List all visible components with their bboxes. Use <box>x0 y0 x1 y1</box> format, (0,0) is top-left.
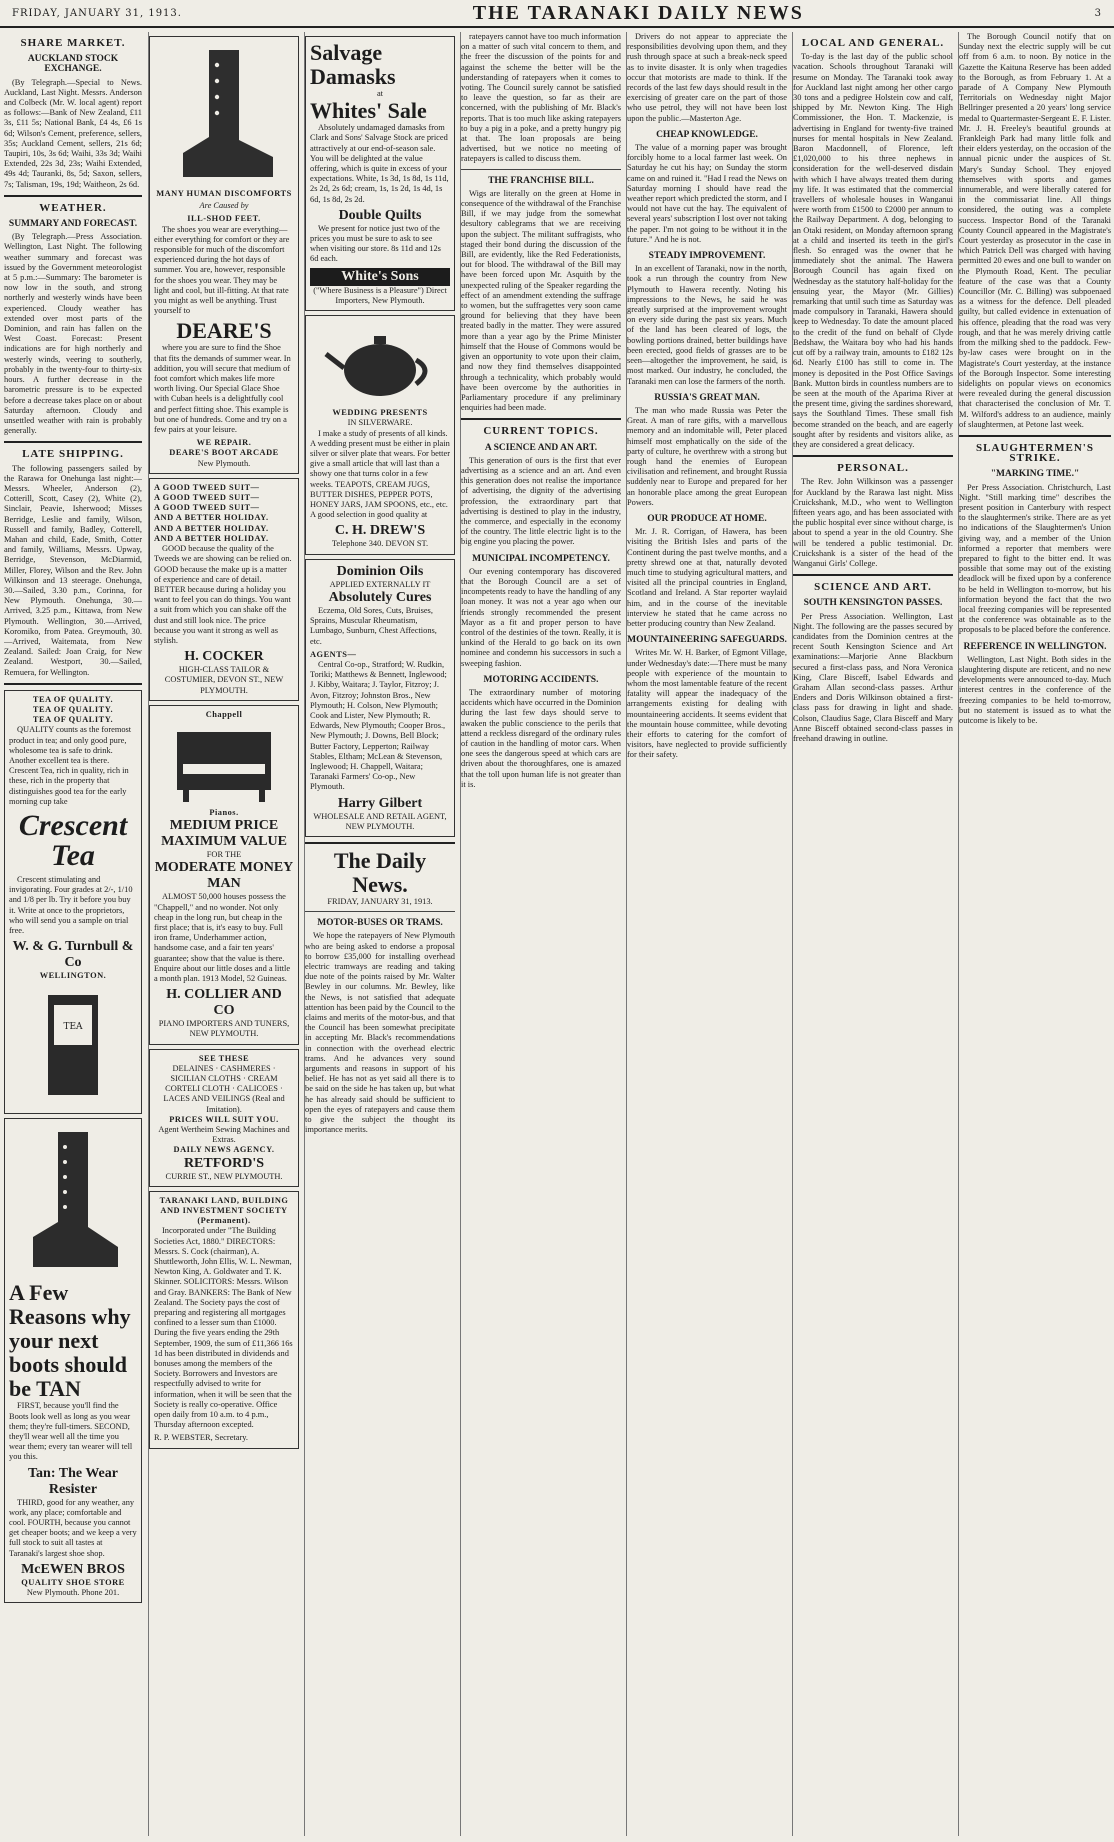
editorial-masthead: The Daily News. <box>333 847 427 897</box>
masthead-date: FRIDAY, JANUARY 31, 1913. <box>12 7 182 19</box>
wellington-reference-heading: REFERENCE IN WELLINGTON. <box>963 641 1107 652</box>
crescent-tea-ad <box>4 690 142 1115</box>
column-3 <box>304 32 455 1836</box>
tea-quality-line: TEA OF QUALITY. <box>32 694 114 704</box>
divider <box>4 683 142 685</box>
stock-exchange-heading: AUCKLAND STOCK EXCHANGE. <box>27 54 119 75</box>
share-market-heading: SHARE MARKET. <box>20 37 126 49</box>
municipal-text: Our evening contemporary has discovered that the Borough Council are a set of incompetents ready to have the handling of any loan money. It was not a year ago when our friends strongly recommended the present Mayor as a fit and proper person to have control of the destinies of the town. Really, it is unkind of the Herald to go back on its own nominee and condemn his successors in such a sweeping fashion. <box>461 566 621 668</box>
current-topics-heading: CURRENT TOPICS. <box>483 425 599 438</box>
at-word: at <box>376 89 384 98</box>
column-5 <box>626 32 787 1836</box>
whites-sale-ad <box>305 36 455 311</box>
prices-line: PRICES WILL SUIT YOU. <box>169 1114 279 1124</box>
forecast-heading: SUMMARY AND FORECAST. <box>8 219 138 230</box>
mcewen-store: QUALITY SHOE STORE <box>21 1577 125 1587</box>
drew-silverware-ad <box>305 315 455 554</box>
boot-icon <box>23 1127 123 1277</box>
damask-text: Absolutely undamaged damasks from Clark and Sons' Salvage Stock are priced attractively at our end-of-season sale. You will be delighted at the value offering, which is quite in excess of your expectations. White, 1s 3d, 1s 8d, 1s 11d, 2s 2d, 2s 6d; cream, 1s, 1s 2d, 1s 4d, 1s 6d, 1s 8d, 2s 2d. <box>310 123 449 204</box>
caused-by: Are Caused by <box>199 201 249 211</box>
cocker-address: HIGH-CLASS TAILOR & COSTUMIER, DEVON ST., NEW PLYMOUTH. <box>164 665 284 695</box>
strike-heading: SLAUGHTERMEN'S STRIKE. <box>976 441 1094 465</box>
for-the: FOR THE <box>206 850 242 860</box>
tweed-line: A GOOD TWEED SUIT— <box>154 482 260 492</box>
retfords-ad <box>149 1049 299 1187</box>
medium-price: MEDIUM PRICE MAXIMUM VALUE <box>161 818 287 850</box>
drew-phone: Telephone 340. DEVON ST. <box>331 539 429 549</box>
tea-text: QUALITY counts as the foremost product in tea; and only good pure, wholesome tea is safe to drink. Another excellent tea is there. Crescent Tea, rich in quality, rich in these, rich in the property that distinguishes good tea for the early morning cup take <box>9 725 132 806</box>
tan-text: FIRST, because you'll find the Boots look well as long as you wear them; they're full-timers. SECOND, they'll wear well all the time you wear them; every tan wearer will tell you this. <box>9 1401 133 1462</box>
ratepayers-text: ratepayers cannot have too much information on a matter of such vital concern to them, and the freer the discussion of the points for and against the scheme the better will be the understanding of ratepayers when it comes to voting. The Council surely cannot be satisfied to leave the question, so far as their are concerned, with the publishing of Mr. Black's reports. That is too much like asking ratepayers to buy a pig in a poke, and a pretty hungry pig at that. The loan proposals are being advertised, but we notice no meeting of ratepayers is called to discuss them. <box>461 32 621 164</box>
dominion-oils-ad <box>305 559 455 837</box>
retford-address: CURRIE ST., NEW PLYMOUTH. <box>165 1171 283 1181</box>
whites-sons-logo: White's Sons <box>310 268 450 286</box>
shoes-text-2: where you are sure to find the Shoe that fits the demands of summer wear. In addition, you will secure that medium of foot comfort which makes life more worth living. Our Special Glace Shoe with Cuban heels is a delightfully cool and perfect fitting shoe. This example is but one of hundreds. Come and try on a few pairs at your leisure. <box>154 343 291 435</box>
divider <box>959 435 1111 437</box>
marking-time-heading: "MARKING TIME." <box>990 469 1080 480</box>
mountaineering-heading: MOUNTAINEERING SAFEGUARDS. <box>627 635 787 646</box>
share-market-text: (By Telegraph.—Special to News. Auckland, Last Night. Messrs. Anderson and Colbeck (Mr. W. local agent) report as follows:—Bank of New Zealand, £11 3s, £11 5s; National Bank, £4 4s, £6 1s 6d; Wilson's Cement, preference, sellers, 35s; Auckland Cement, sellers, 21s 6d; Taupiri, 10s, 3s 6d; Waihi, 33s 3d; Waihi Extended, 22s 3d, 23s; Waihi Extended, 49s 4d; Tauranki, 8s, 5d; Saxon, sellers, 7s; Talisman, 19s, 19d; Waitheon, 2s 6d. <box>4 77 142 189</box>
mcewen-address: New Plymouth. Phone 201. <box>26 1588 120 1598</box>
late-shipping-heading: LATE SHIPPING. <box>22 448 124 461</box>
kensington-heading: SOUTH KENSINGTON PASSES. <box>803 598 943 609</box>
drew-name: C. H. DREW'S <box>334 523 426 539</box>
see-these: SEE THESE <box>198 1053 250 1063</box>
collier-name: H. COLLIER AND CO <box>166 987 282 1019</box>
tea-quality-line: TEA OF QUALITY. <box>32 715 114 725</box>
motoring-heading: MOTORING ACCIDENTS. <box>483 674 599 685</box>
municipal-heading: MUNICIPAL INCOMPETENCY. <box>472 553 610 564</box>
shoes-text: The shoes you wear are everything—either everything for comfort or they are responsible for much of the discomfort experienced during the hot days of summer. You are, however, responsible for the shoes you wear. They may be light and cool, but ill-fitting. At that rate you might as well be anything. Trust yourself to <box>154 224 290 316</box>
divider <box>305 911 455 912</box>
improvement-text: In an excellent of Taranaki, now in the north, took a run through the country from New Plymouth to Hawera recently. Noting his impressions to the News, he said he was greatly surprised at the improvement wrought on every side during the past six years. Much of the land has been cleared of logs, the bowling portions drained, better buildings have been erected, good fields of grasses are to be seen—altogether the improvement, he said, is most marked. Our industry, he concluded, the Taranaki men can lose the farmers of the north. <box>627 264 787 386</box>
cocker-ad <box>149 478 299 701</box>
deares-ad <box>149 36 299 474</box>
franchise-text: Wigs are literally on the green at Home in consequence of the withdrawal of the Franchise Bill, if we may judge from the somewhat desultory cablegrams that we are receiving upon the subject. The militant suffragists, who staged their bond during the discussion of the Bill, are evidently, like the Red Federationists, out for blood. The withdrawal of the Bill may have been forced upon Mr. Asquith by the unexpected ruling of the Speaker regarding the effect of an amendment extending the suffrage to women, but the suffragettes very soon came ground for believing that they have been treated badly in the matter. They were assured more than a year ago by the Prime Minister himself that the House of Commons would be given an opportunity to vote upon their claim, and now they find themselves disappointed through a technicality, which probably would have been overcome by the authorities in Parliamentary procedure if any preliminary enquiries had been made. <box>461 188 621 413</box>
pianos-label: Pianos. <box>209 807 239 817</box>
chappell-piano-ad <box>149 705 299 1045</box>
divider <box>4 441 142 443</box>
mcewen-name: McEWEN BROS <box>21 1561 125 1577</box>
fabric-list: DELAINES · CASHMERES · SICILIAN CLOTHS · CREAM CORTELI CLOTH · CALICOES · LACES AND VEILINGS (Real and Imitation). <box>163 1063 285 1114</box>
masthead-title: THE TARANAKI DAILY NEWS <box>472 1 804 24</box>
salvage-damasks: Salvage Damasks <box>310 40 396 89</box>
improvement-heading: STEADY IMPROVEMENT. <box>648 251 766 262</box>
society-secretary: R. P. WEBSTER, Secretary. <box>154 1433 248 1443</box>
mountaineering-text: Writes Mr. W. H. Barker, of Egmont Village, under Wednesday's date:—There must be many people with experience of the mountain to whom the most lamentable feature of the recent fatality will appear the inadequacy of the arrangements existing for dealing with mountaineering accidents. It seems evident that the mountain house committee, while devoting their efforts to catering for the comfort of visitors, have neglected to provide sufficiently for their safety. <box>627 648 787 760</box>
local-general-text: To-day is the last day of the public school vacation. Schools throughout Taranaki will resume on Monday. The Taranaki took away for Auckland last night among her other cargo 30 tons and a pedigree Holstein cow and calf, shipped by Mr. Newton King. The High Commissioner, the Hon. T. Mackenzie, is advertising in England for twenty-five trained nurses for mental hospitals in New Zealand. Baron Macdonnell, of Florence, left £1,020,000 to his three nephews in consideration for the well-deserved disdain with which I have always treated them during my life. It was estimated that the commercial travellers of wholesale houses in Wanganui were worth from £1500 to £2000 per annum to the Railway Department. A dog, belonging to an Otaki resident, on Monday afternoon sprang at a child and inserted its teeth in the girl's flesh. So enraged was the owner that he immediately shot the animal. The Hawera Borough Council has again fixed on Wednesday as the statutory half-holiday for the ensuing year, the Mayor (Mr. Gillies) remarking that until such time as Saturday was made compulsory in Taranaki, Hawera should keep to Wednesday. To date the amount placed to the credit of the fund on behalf of Clyde Bedshaw, the Waitara boy who had his hands cut off by a railway train, amounts to £182 12s 6d. Nearly £100 has still to come in. The money is deposited in the Post Office Savings Bank. Mutton birds in countless numbers are to be seen at the mouth of the Aparima River at the present time, giving the sardines shoreward, says the Southland Times. These small fish become stranded on the beach, and are eagerly sought after by residents and visitors alike, as they are considered a great delicacy. <box>793 52 953 449</box>
teapot-icon <box>320 324 440 404</box>
agents-heading: AGENTS— <box>310 649 357 659</box>
tan-headline: A Few Reasons why your next boots should be TAN <box>9 1280 131 1402</box>
whites-sons-tagline: ("Where Business is a Pleasure") Direct Importers, New Plymouth. <box>313 285 447 306</box>
franchise-heading: THE FRANCHISE BILL. <box>488 175 594 186</box>
turnbull-name: W. & G. Turnbull & Co <box>12 939 134 971</box>
tea-text-2: Crescent stimulating and invigorating. Four grades at 2/-, 1/10 and 1/8 per lb. Try it before you buy it. Write at once to the proprietors, who will send you a sample on trial free. <box>9 875 133 936</box>
drivers-text: Drivers do not appear to appreciate the responsibilities devolving upon them, and they rush through space at such a break-neck speed as to invite disaster. It is only when tragedies occur that motorists are made to think. If the records of the last few days should result in the exercising of greater care on the part of those who use petrol, they will not have been lost upon the public.—Masterton Age. <box>627 32 787 123</box>
agent-line: Agent Wertheim Sewing Machines and Extras. <box>158 1125 290 1145</box>
repair-line: WE REPAIR. <box>196 438 252 448</box>
motor-buses-text: We hope the ratepayers of New Plymouth who are being asked to endorse a proposal to borrow £35,000 for installing overhead electric tramways are reading and taking due note of the points raised by Mr. Walter Bewley in our columns. Mr. Bewley, like the News, is not satisfied that adequate attention has been paid by the Council to the claims and merits of the motor-bus, and that the Council has been somewhat precipitate in accepting Mr. Black's recommendations in connection with the overhead electric trams. And he advances very sound arguments and reasons in support of his belief. He has not as yet said all there is to be said on the side he has taken up, but what he has already said should be sufficient to open the eyes of ratepayers and cause them to give the subject the thought its importance merits. <box>305 931 455 1135</box>
holiday-line: AND A BETTER HOLIDAY. <box>154 513 269 523</box>
applied-line: APPLIED EXTERNALLY IT <box>329 579 431 589</box>
gilbert-line: WHOLESALE AND RETAIL AGENT, NEW PLYMOUTH. <box>313 811 447 831</box>
tan-text-2: THIRD, good for any weather, any work, any place; comfortable and cool. FOURTH, because you cannot get cheaper boots; and we keep a very full stock to suit all tastes at Taranaki's largest shoe shop. <box>9 1497 137 1558</box>
piano-icon <box>169 724 279 804</box>
divider <box>461 169 621 170</box>
moderate-money: MODERATE MONEY MAN <box>154 860 294 892</box>
ill-shod-heading: ILL-SHOD FEET. <box>187 214 261 224</box>
tweed-text: GOOD because the quality of the Tweeds we are showing can be relied on. GOOD because the make up is a matter of experience and care of detail. BETTER because during a holiday you want to feel you can do things. You want a suit from which you can shake off the dust and still look nice. The price because you want it strong as well as stylish. <box>154 544 292 645</box>
turnbull-city: WELLINGTON. <box>39 971 107 981</box>
holiday-line: AND A BETTER HOLIDAY. <box>154 533 269 543</box>
silverware-line: IN SILVERWARE. <box>347 418 413 428</box>
tweed-line: A GOOD TWEED SUIT— <box>154 493 260 503</box>
tan-boots-ad <box>4 1118 142 1603</box>
motoring-text: The extraordinary number of motoring accidents which have occurred in the Dominion during the last few days should serve to awaken the public conscience to the perils that attend a reckless disregard of the ordinary rules of caution in the handling of motor cars. When one sees the dangerous speed at which cars are driven about the thoroughfares, one is amazed that the toll upon human life is not greater than it is. <box>461 687 621 789</box>
wellington-text: Wellington, Last Night. Both sides in the slaughtering dispute are reticent, and no new developments were announced to-day. Much interest centres in the conference of the freezing companies to be held to-morrow, but no statement is issued as to what the outcome is likely to be. <box>959 654 1111 725</box>
column-4 <box>460 32 621 1836</box>
masthead <box>0 0 1114 28</box>
cures-text: Eczema, Old Sores, Cuts, Bruises, Sprains, Muscular Rheumatism, Lumbago, Sunburn, Chest Affections, etc. <box>310 605 437 646</box>
crescent-tea-logo: Crescent Tea <box>18 809 128 873</box>
divider <box>4 195 142 197</box>
tea-package-icon <box>28 985 118 1105</box>
page-number: 3 <box>1094 7 1102 19</box>
cheap-knowledge-heading: CHEAP KNOWLEDGE. <box>656 129 758 140</box>
harry-gilbert: Harry Gilbert <box>337 795 423 811</box>
russia-heading: RUSSIA'S GREAT MAN. <box>654 392 760 403</box>
silverware-text: I make a study of presents of all kinds. A wedding present must be either in plain silver or silver plate that wears. For better give a small article that will last than a showy one that turns color in a few weeks. TEAPOTS, CREAM JUGS, BUTTER DISHES, PEPPER POTS, HONEY JARS, JAM SPOONS, etc., etc. A good selection in good quality at <box>310 428 451 520</box>
column-6 <box>792 32 953 1836</box>
collier-address: PIANO IMPORTERS AND TUNERS, NEW PLYMOUTH. <box>158 1019 290 1039</box>
cures-line: Absolutely Cures <box>328 589 432 605</box>
editorial-date: FRIDAY, JANUARY 31, 1913. <box>327 896 433 906</box>
society-text: Incorporated under "The Building Societies Act, 1880." DIRECTORS: Messrs. S. Cock (chairman), A. Shuttleworth, John Ellis, W. L. Newman, Newton King, A. Goldwater and T. K. Skinner. SOLICITORS: Messrs. Wilson and Gray. BANKERS: The Bank of New Zealand. The Society pays the cost of preparing and registering all mortgages confined to a lesser sum than £1000. During the five years ending the 29th September, 1909, the sum of £11,366 16s 1d has been distributed in dividends and bonuses among the members of the Society. Borrowers and Investors are respectfully advised to write for information, when it will be seen that the Society is really co-operative. Office open daily from 10 a.m. to 4 p.m., Thursday afternoon excepted. <box>154 1226 293 1430</box>
retford-name: RETFORD'S <box>183 1155 265 1171</box>
russia-text: The man who made Russia was Peter the Great. A man of rare gifts, with a marvellous memory and an indomitable will, Peter placed himself most emphatically on the side of the party of culture, he overthrew with a strong but rough hand the enemies of European civilisation and refinement, and brought Russia suddenly near to Europe and prepared for her an honorable place among the great European Powers. <box>627 405 787 507</box>
double-quilts: Double Quilts <box>338 207 422 223</box>
whites-sale: Whites' Sale <box>310 98 427 124</box>
advertising-text: This generation of ours is the first that ever advertising as a science and an art. And even this generation does not realise the importance of advertising, the dignity of the advertising profession, the extraordinary part that advertising is destined to play in the industry, the commerce, and especially in the economy of the country. The little electric light is to the big engine you placing the power. <box>461 455 621 547</box>
dominion-oils: Dominion Oils <box>336 563 424 579</box>
produce-text: Mr. J. R. Corrigan, of Hawera, has been visiting the British Isles and parts of the Continent during the past twelve months, and a pretty shrewd one at that, naturally devoted much time to studying agricultural matters, and visited all the principal countries in England, Scotland and Ireland. A Star reporter waylaid him, and in the course of the inevitable interview he stated that he came across no better producing country than New Zealand. <box>627 527 787 628</box>
wedding-presents: WEDDING PRESENTS <box>332 408 428 418</box>
holiday-line: AND A BETTER HOLIDAY. <box>154 523 269 533</box>
arcade-name: DEARE'S BOOT ARCADE <box>169 448 279 458</box>
shipping-text: The following passengers sailed by the Rarawa for Onehunga last night:—Messrs. Wheeler, Anderson (2), Cotterill, Scott, Casey (2), White (2), Sinclair, Peavie, Isherwood; Misses Berridge, Leslie and family, Wilson, Russell and family, Badley, Cotterell, Mahan and child, Eade, Smith, Cotter and family, Williams, Messrs. Upway, Berridge, Stevenson, McDiarmid, Miller, Florey, Wilson and the Rev. John Wilkinson and 13 steerage. Onehunga, 30.—Sailed, 3.30 p.m., Corinna, for New Plymouth. Onehunga, 30.—Arrived, 3.25 p.m., Kittawa, from New Plymouth. Wellington, 30.—Arrived, Koromiko, from Patea. Greymouth, 30.—Arrived, Waitemata, from New Zealand. Sailed: Joan Craig, for New Zealand. Westport, 30.—Sailed, Remuera, for Wellington. <box>4 463 142 677</box>
borough-text: The Borough Council notify that on Sunday next the electric supply will be cut off from 6 a.m. to noon. By notice in the Gazette the Kaituna Reserve has been added to the Borough, as from February 1. At a parade of A Company New Plymouth Territorials on Wednesday night Major Bellringer presented a 20 years' long service medal to Quartermaster-Sergeant E. F. Lister. Mr. J. H. Freeley's beautiful grounds at Frankleigh Park had many little folk and their elders yesterday, on the occasion of the annual picnic under the auspices of St. Mary's Sunday School. They enjoyed themselves with sports and games innumerable, and were liberally catered for in the commissariat line. All things considered, the outing was a complete success. Inspector Bond of the Taranaki County Council appeared in the Magistrate's Court yesterday as prosecutor in the case in which Patrick Dell was charged with having permitted 20 ewes and one bull to wander on the Plymouth Road, Kent. The peculiar feature of the case was that a County Councillor (Mr. C. Billing) was subpoenaed as a witness for the defence. Dell pleaded guilty, but called evidence in extenuation of his offence, pleading that the road was very rough, and that he was merely driving cattle from the milking shed to the paddock. Few-by-law cases were brought on in the Magistrate's Court yesterday, at the instance of the Borough Inspector. Some interesting sidelights on popular views on economics were revealed during the general discussion that characterised the conclusion of Mr. T. M. Wilford's address to an audience, mainly of slaughtermen, at Petone last week. <box>959 32 1111 429</box>
motor-buses-heading: MOTOR-BUSES OR TRAMS. <box>317 918 443 929</box>
cheap-knowledge-text: The value of a morning paper was brought forcibly home to a local farmer last week. On Saturday he cut his hay; on Sunday the storm came on and ruined it. "Had I read the News on Saturday morning I should have read the weather report which predicted the storm, and I would not have cut the hay. The equivalent of several years' subscription I lost over not taking the paper. I'm not going to be without it in the future." And he is not. <box>627 143 787 244</box>
shoe-icon <box>169 45 279 185</box>
personal-text: The Rev. John Wilkinson was a passenger for Auckland by the Rarawa last night. Miss Cruickshank, M.D., who went to Wellington fifteen years ago, and has been associated with the public hospital ever since without charge, is about to spend a year in the old Country. She will be tendered a public testimonial. Dr. Cruickshank is a sister of the head of the Wanganui Girls' College. <box>793 477 953 568</box>
quilt-text: We present for notice just two of the prices you must be sure to ask to see when visiting our store. 8s 11d and 12s 6d each. <box>310 223 441 264</box>
column-2 <box>148 32 299 1836</box>
strike-text: Per Press Association. Christchurch, Last Night. "Still marking time" describes the present position in Canterbury with respect to the slaughtermen's strike. There are as yet no indications of the Slaughtermen's Union giving way, and a member of the Union informed a reporter that members were prepared to fight to the bitter end. It was possible that some may out of the existing deadlock will be fixed upon by a conference to be held in Wellington to-morrow, but his information beyond the fact that the two local freezing companies will be represented at the conference was obtainable as to the proposals to be placed before the conference. <box>959 482 1111 635</box>
divider <box>305 842 455 844</box>
science-art-heading: SCIENCE AND ART. <box>814 581 932 594</box>
building-society-ad <box>149 1191 299 1449</box>
agents-text: Central Co-op., Stratford; W. Rudkin, Toriki; Matthews & Bennett, Inglewood; J. Kibby, Waitara; J. Taylor, Fitzroy; J. Avon, Fitzroy; Johnston Bros., New Plymouth; H. Colson, New Plymouth; Cook and Lister, New Plymouth; R. Edwards, New Plymouth; Cooper Bros., New Plymouth; J. Downs, Bell Block; Butter Factory, Lepperton; Railway Stables, Eltham; McLean & Stevenson, Inglewood; H. Chappell, Waitara; Taranaki Farmers' Co-op., New Plymouth. <box>310 659 447 792</box>
column-7 <box>958 32 1111 1836</box>
arcade-town: New Plymouth. <box>197 458 251 468</box>
tweed-line: A GOOD TWEED SUIT— <box>154 503 260 513</box>
divider <box>793 455 953 457</box>
society-name: TARANAKI LAND, BUILDING AND INVESTMENT SOCIETY (Permanent). <box>159 1195 289 1226</box>
weather-heading: WEATHER. <box>39 201 107 214</box>
chappell-brand: Chappell <box>205 709 243 719</box>
piano-text: ALMOST 50,000 houses possess the "Chappell," and no wonder. Not only cheap in the long run, but cheap in the first place; that is, it's easy to buy. Full iron frame, Underhammer action, handsome case, and a fair ten years' guarantee; show that the value is there. Enquire about our little doses and a little a month plan. 1913 Model, 52 Guineas. <box>154 892 291 983</box>
personal-heading: PERSONAL. <box>837 462 909 475</box>
daily-agency: DAILY NEWS AGENCY. <box>173 1145 275 1155</box>
svg-text:TEA: TEA <box>63 1022 83 1033</box>
divider <box>461 418 621 420</box>
tan-slogan: Tan: The Wear Resister <box>28 1465 118 1497</box>
discomforts-heading: MANY HUMAN DISCOMFORTS <box>156 189 292 198</box>
produce-heading: OUR PRODUCE AT HOME. <box>647 513 767 524</box>
tea-quality-line: TEA OF QUALITY. <box>32 704 114 714</box>
local-general-heading: LOCAL AND GENERAL. <box>801 37 945 49</box>
weather-text: (By Telegraph.—Press Association. Wellington, Last Night. The following weather summary and forecast was issued by the Government meteorologist at 5 p.m.:—Summary: The barometer is now low in the south, and strong northerly and westerly winds have been experienced. Cloudy weather has extended over most parts of the Dominion, and rain has fallen on the West Coast. Forecast: Present indications are for high northerly and westerly winds, veering to southerly, probably in the twenty-four to thirty-six hours. A further decrease in the barometric pressure is to be expected before a decrease takes place on or about Saturday afternoon. Cloudy and unsettled weather with rain is probably generally. <box>4 232 142 436</box>
science-art-heading: A SCIENCE AND AN ART. <box>484 442 598 453</box>
column-1 <box>4 32 142 1836</box>
divider <box>793 574 953 576</box>
kensington-text: Per Press Association. Wellington, Last Night. The following are the passes secured by candidates from the Dominion centres at the recent South Kensington Science and Art examinations:—Marjorie Anne Blackburn secured a first-class pass, and Nora Veronica King, Clare Bisceff, Isabel Edwards and Graham Allan second-class passes. Arthur Enders and Doris Wilkinson obtained a first-class pass for drawing in light and shade. Colson, Claudius Sage, Clara Bisceff and Mary Anne Bisceff obtained second-class passes in freehand drawing in outline. <box>793 611 953 743</box>
cocker-name: H. COCKER <box>184 649 264 665</box>
deares-name: DEARE'S <box>176 318 272 344</box>
